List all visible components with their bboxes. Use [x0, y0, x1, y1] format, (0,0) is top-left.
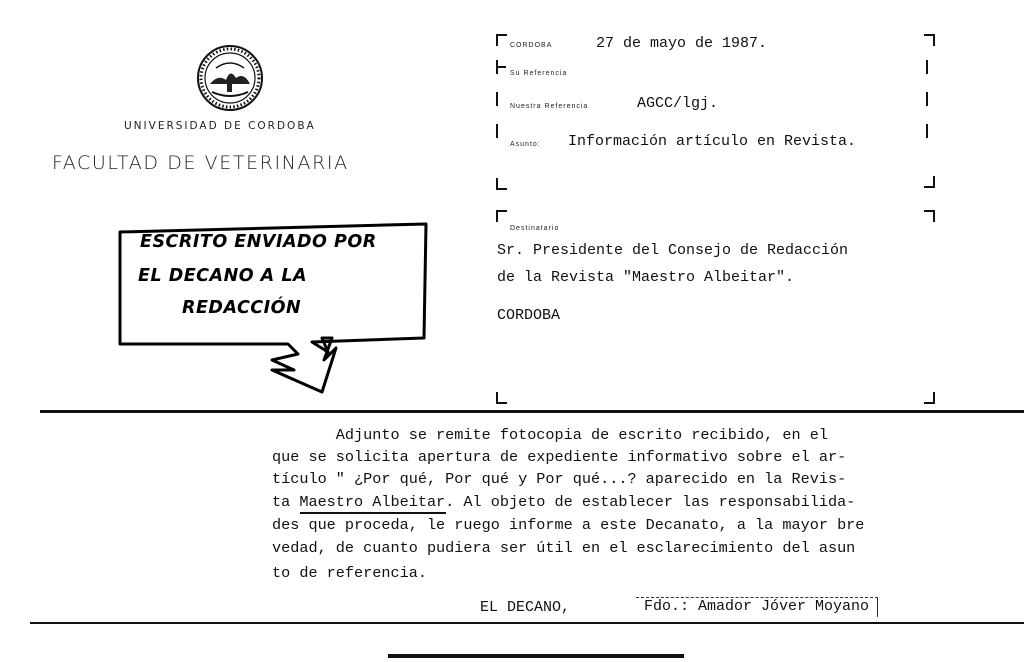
separator-bottom [30, 622, 1024, 624]
separator-top [40, 410, 1024, 413]
separator-footer [388, 654, 684, 658]
tick-asunto-r [926, 124, 928, 138]
bubble-line-2: EL DECANO A LA [138, 266, 308, 286]
bracket-dest-bottom-right [924, 392, 935, 404]
nuestra-referencia-value: AGCC/lgj. [637, 95, 719, 112]
tick-asunto-v [496, 124, 498, 138]
bracket-top-left [496, 34, 507, 46]
recipient-city: CORDOBA [497, 307, 561, 324]
university-seal-icon [196, 44, 264, 112]
bubble-line-3: REDACCIÓN [182, 298, 302, 318]
recipient-line-2: de la Revista "Maestro Albeitar". [497, 269, 795, 286]
bracket-top-right [924, 34, 935, 46]
signature-signed: Fdo.: Amador Jóver Moyano [636, 597, 878, 617]
body-line-4: ta Maestro Albeitar. Al objeto de establecer las responsabilida- [272, 493, 856, 511]
tick-su-ref-r [926, 60, 928, 74]
destinatario-label: Destinatario [510, 225, 560, 232]
asunto-label: Asunto: [510, 141, 541, 148]
su-referencia-label: Su Referencia [510, 70, 568, 77]
body-line-2: que se solicita apertura de expediente informativo sobre el ar- [272, 448, 847, 466]
nuestra-referencia-label: Nuestra Referencia [510, 103, 589, 110]
body-line-6: vedad, de cuanto pudiera ser útil en el esclarecimiento del asun [272, 539, 856, 557]
bracket-dest-top-right [924, 210, 935, 222]
tick-nuestra-r [926, 92, 928, 106]
tick-su-ref-v [496, 60, 498, 74]
bracket-mid-left [496, 178, 507, 190]
asunto-value: Información artículo en Revista. [568, 133, 857, 150]
tick-nuestra-v [496, 92, 498, 106]
underline-maestro-albeitar [300, 512, 446, 514]
signature-title: EL DECANO, [480, 599, 571, 616]
body-line-3: tículo " ¿Por qué, Por qué y Por qué...? aparecido en la Revis- [272, 470, 847, 488]
bracket-mid-right [924, 176, 935, 188]
body-line-7: to de referencia. [272, 564, 427, 582]
bubble-line-1: ESCRITO ENVIADO POR [140, 232, 377, 252]
body-line-1: Adjunto se remite fotocopia de escrito recibido, en el [272, 426, 828, 444]
faculty-name: FACULTAD DE VETERINARIA [52, 152, 349, 174]
date-value: 27 de mayo de 1987. [596, 35, 768, 52]
university-name: UNIVERSIDAD DE CORDOBA [124, 120, 316, 132]
place-label: CORDOBA [510, 42, 553, 49]
body-line-5: des que proceda, le ruego informe a este Decanato, a la mayor bre [272, 516, 865, 534]
recipient-line-1: Sr. Presidente del Consejo de Redacción [497, 242, 849, 259]
bracket-dest-top-left [496, 210, 507, 222]
bracket-dest-bottom-left [496, 392, 507, 404]
